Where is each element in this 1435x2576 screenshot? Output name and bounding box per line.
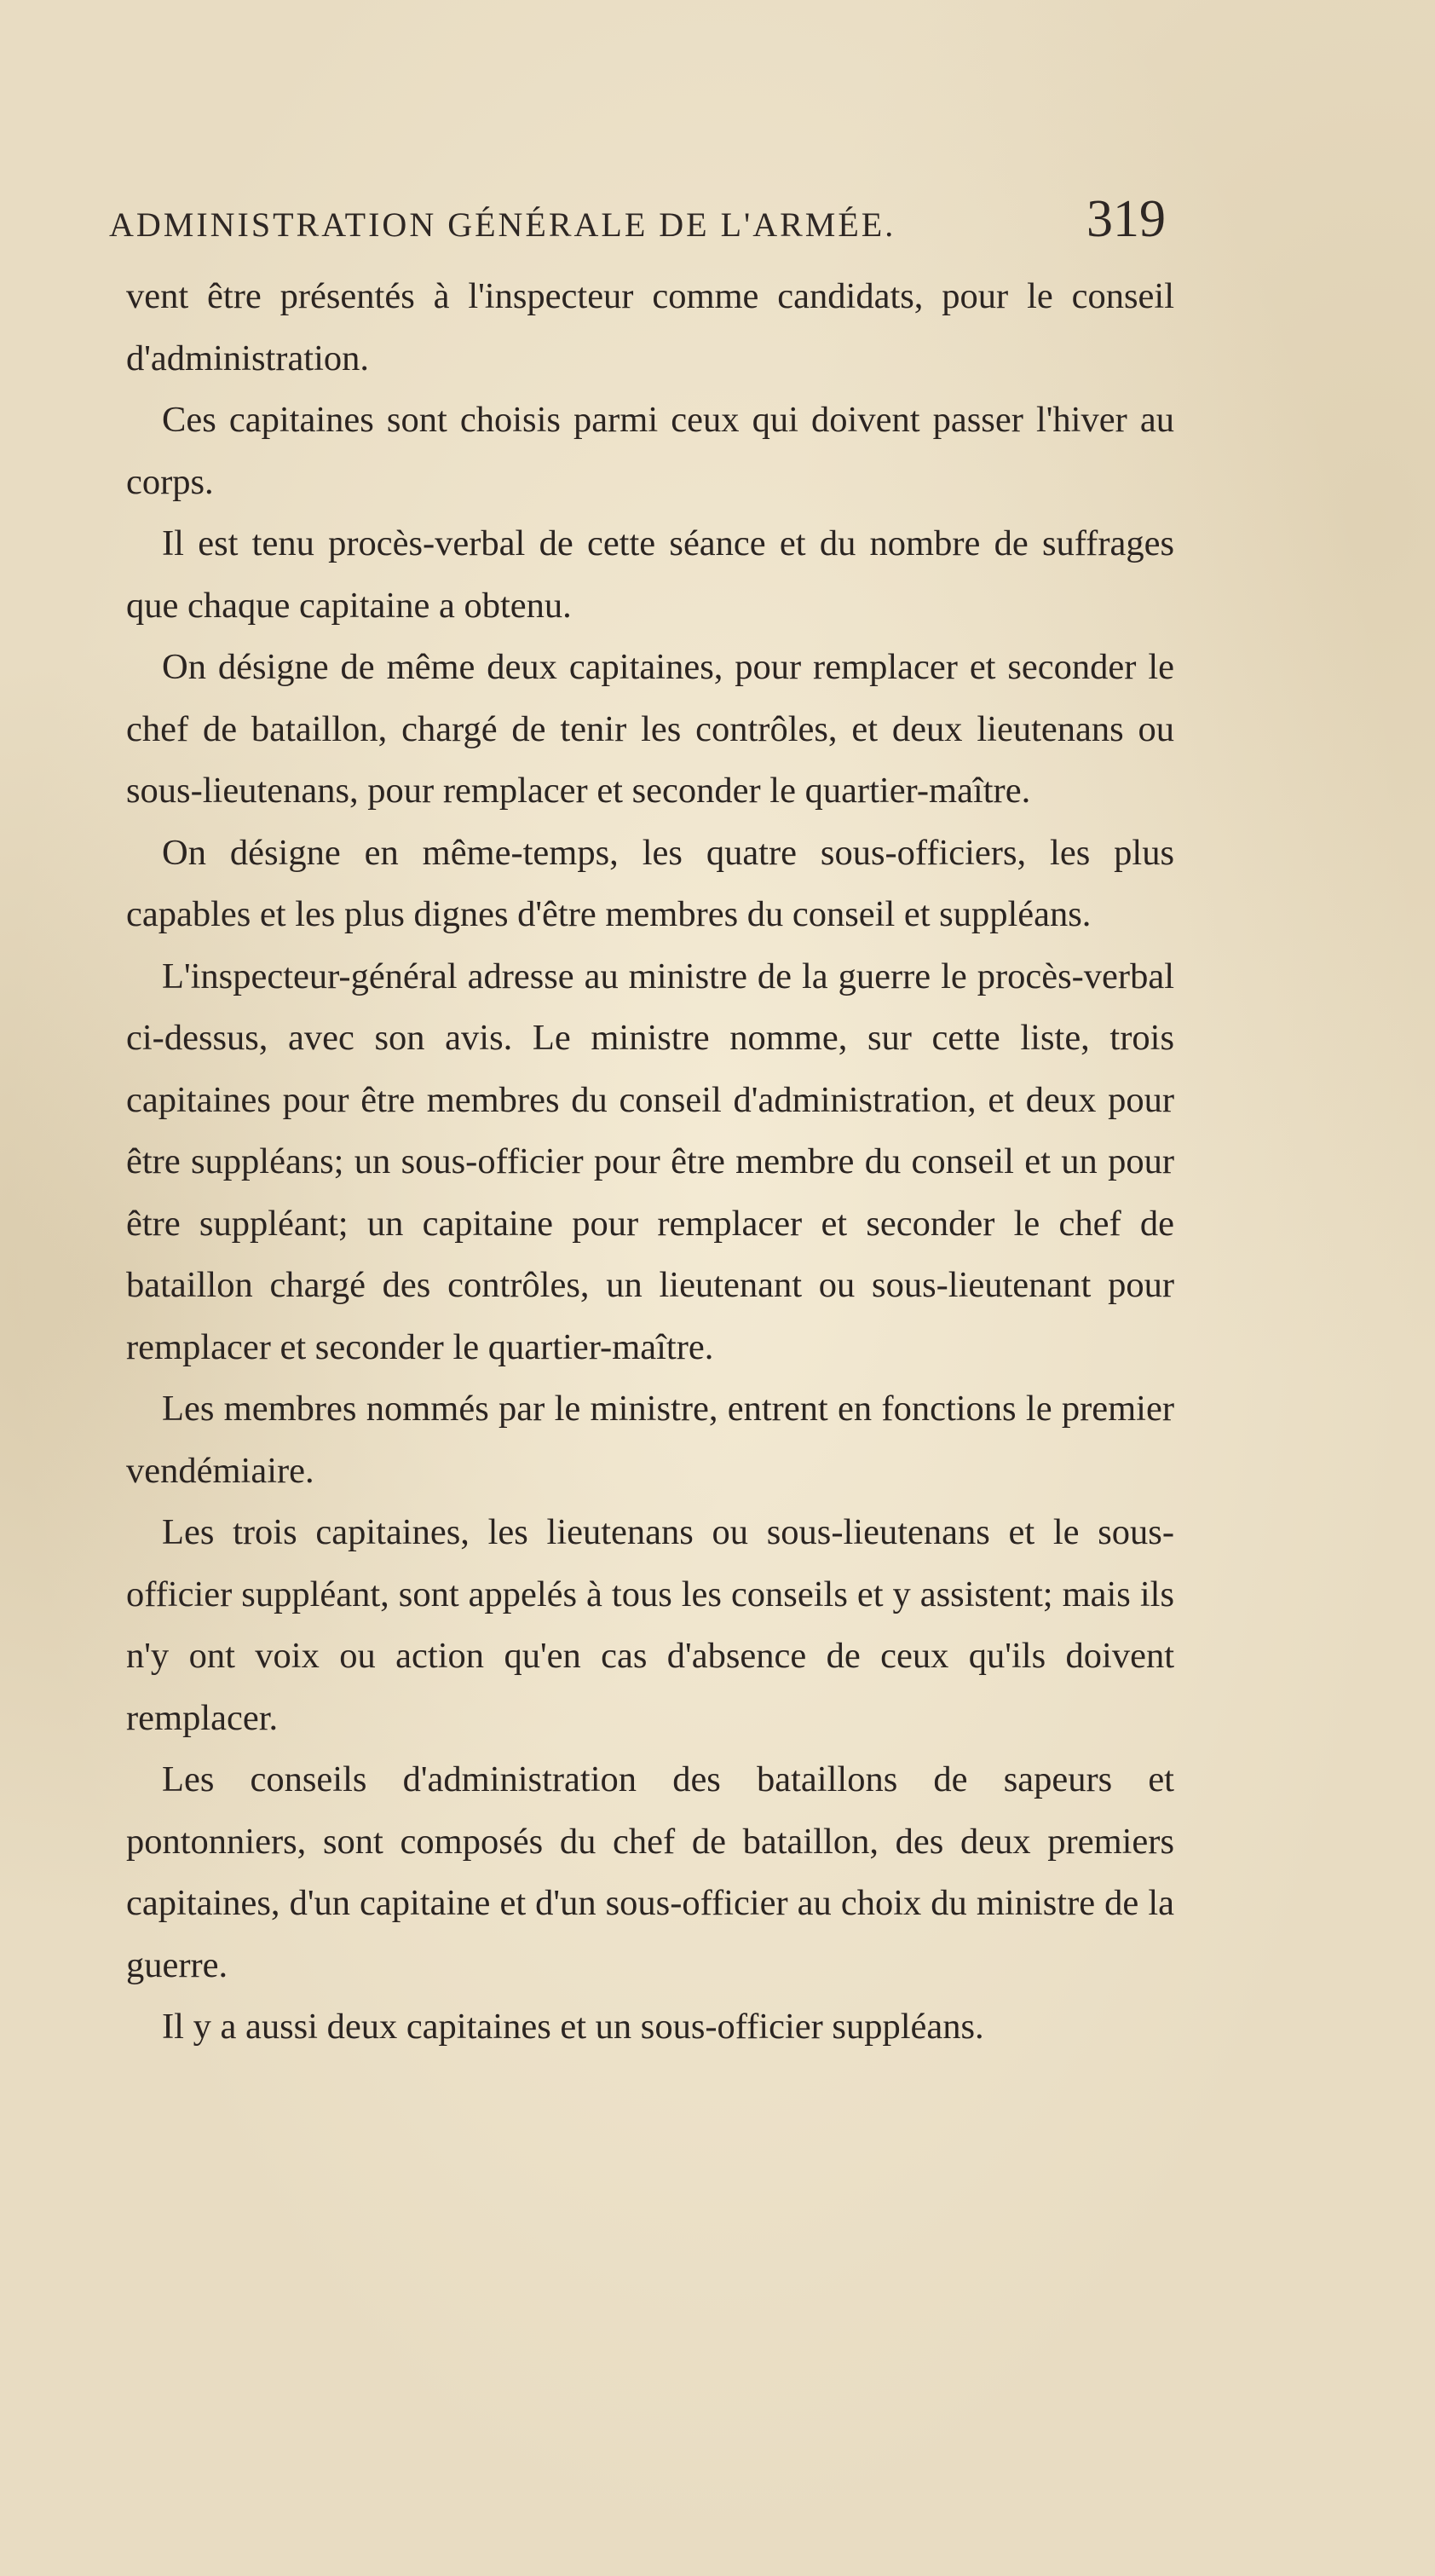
paragraph: Il est tenu procès-verbal de cette séance et du nombre de suffrages que chaque capitaine a obtenu. xyxy=(126,523,1174,626)
paragraph: Les conseils d'administration des bataillons de sapeurs et pontonniers, sont composés du chef de bataillon, des deux premiers capitaines, d'un capitaine et d'un sous-officier au choix du ministre de la guerre. xyxy=(126,1759,1174,1985)
paragraph: Ces capitaines sont choisis parmi ceux qui doivent passer l'hiver au corps. xyxy=(126,400,1174,502)
paragraph: L'inspecteur-général adresse au ministre de la guerre le procès-verbal ci-dessus, avec son avis. Le ministre nomme, sur cette liste, trois capitaines pour être membres du conseil d'administration, et deux pour être suppléans; un sous-officier pour être membre du conseil et un pour être suppléant; un capitaine pour remplacer et seconder le chef de bataillon chargé des contrôles, un lieutenant ou sous-lieutenant pour remplacer et seconder le quartier-maître. xyxy=(126,956,1174,1367)
body-text xyxy=(126,266,1174,2059)
paragraph: Les trois capitaines, les lieutenans ou sous-lieutenans et le sous-officier suppléant, sont appelés à tous les conseils et y assistent; mais ils n'y ont voix ou action qu'en cas d'absence de ceux qu'ils doivent remplacer. xyxy=(126,1512,1174,1738)
page-number: 319 xyxy=(1086,190,1166,248)
paragraph-continuation: vent être présentés à l'inspecteur comme candidats, pour le conseil d'administration. xyxy=(126,276,1174,378)
running-head xyxy=(109,189,1166,249)
paragraph: Les membres nommés par le ministre, entrent en fonctions le premier vendémiaire. xyxy=(126,1389,1174,1491)
paragraph: On désigne en même-temps, les quatre sous-officiers, les plus capables et les plus dignes d'être membres du conseil et suppléans. xyxy=(126,832,1174,934)
paragraph: Il y a aussi deux capitaines et un sous-officier suppléans. xyxy=(162,2007,984,2047)
running-title: ADMINISTRATION GÉNÉRALE DE L'ARMÉE. xyxy=(109,205,896,244)
paragraph: On désigne de même deux capitaines, pour remplacer et seconder le chef de bataillon, chargé de tenir les contrôles, et deux lieutenans ou sous-lieutenans, pour remplacer et seconder le quartier-maître. xyxy=(126,647,1174,811)
